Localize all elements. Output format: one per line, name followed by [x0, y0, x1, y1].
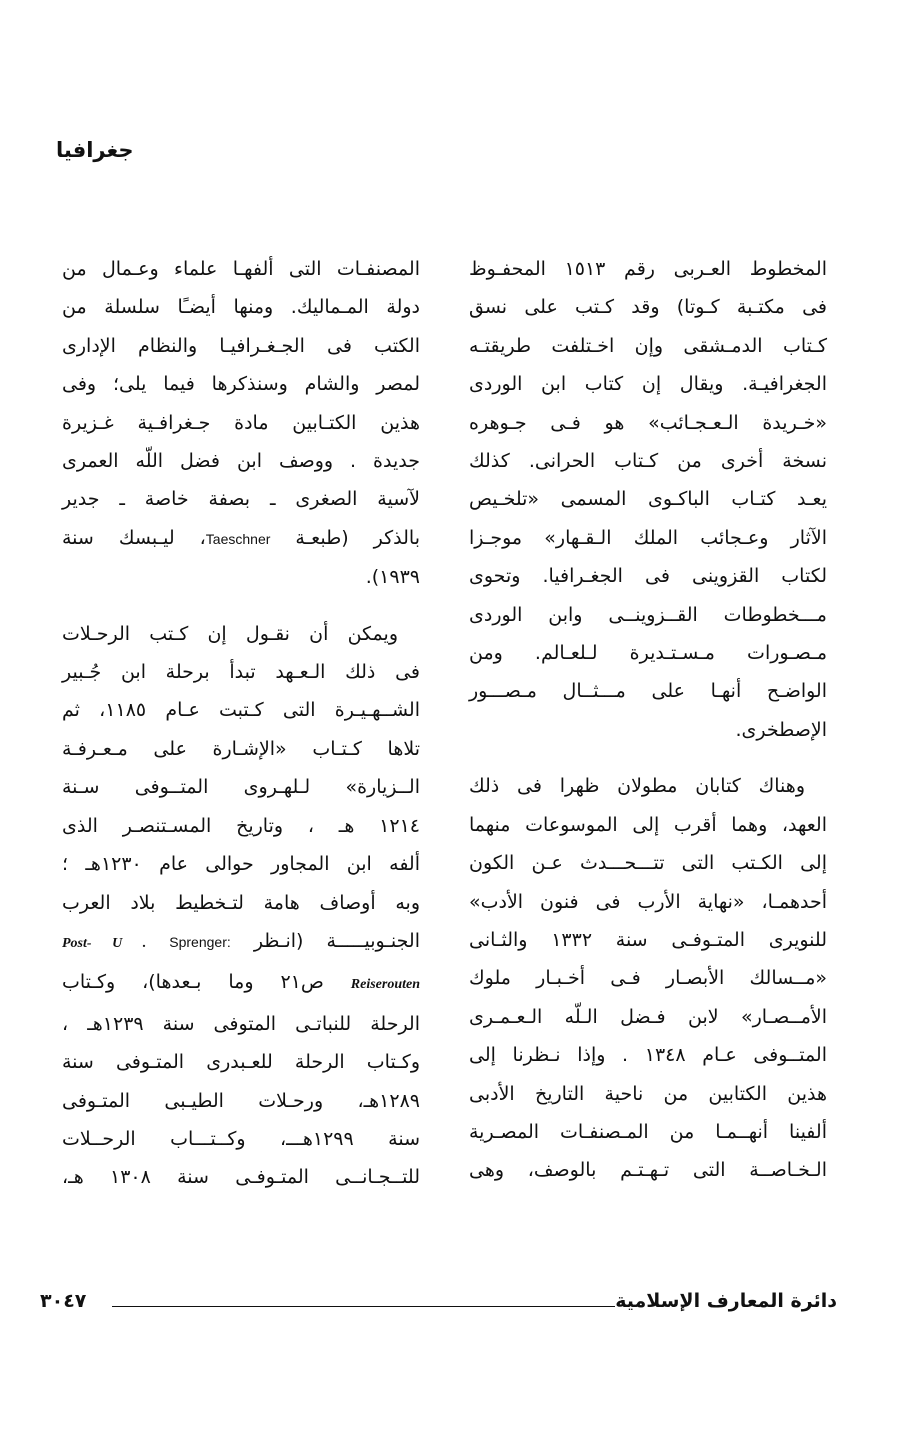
text-line: ألفه ابن المجاور حوالى عام ١٢٣٠هـ ؛	[62, 853, 420, 876]
text-line	[62, 963, 420, 1004]
page-number: ٣٠٤٧	[40, 1290, 87, 1312]
text-line	[62, 519, 420, 558]
text-line: ويمكن أن نقـول إن كـتب الرحـلات	[62, 622, 398, 645]
right-column	[469, 250, 827, 1190]
text-line: كـتاب الدمـشقى وإن اخـتلفت طريقتـه	[469, 334, 827, 357]
text-line: الـخـاصــة التى تـهـتـم بالوصف، وهى	[469, 1159, 827, 1182]
text-line: دولة المـماليك. ومنها أيضـًا سلسلة من	[62, 296, 420, 319]
text-line: ١٩٣٩).	[365, 566, 420, 589]
text-line: سنة ١٢٩٩هـــ، وكــتـــاب الرحــلات	[62, 1127, 420, 1150]
text-line: للتــجـانــى المتـوفـى سنة ١٣٠٨ هـ،	[62, 1166, 420, 1189]
text-line: للنويرى المتـوفـى سنة ١٣٣٢ والثـانى	[469, 928, 827, 951]
text-line: إلى الكـتب التى تتـــحـــدث عـن الكون	[469, 852, 827, 875]
text-line: المصنفـات التى ألفهـا علماء وعـمال من	[62, 258, 420, 280]
text-line: مـــخطوطات القــزوينــى وابن الوردى	[469, 603, 827, 626]
text-line: ألفينا أنهــمـا من المـصنفـات المصـرية	[469, 1120, 827, 1143]
text-line: وكـتاب الرحلة للعـبدرى المتـوفى سنة	[62, 1051, 420, 1074]
text-line: تلاها كـتـاب «الإشـارة على مـعـرفـة	[62, 737, 420, 760]
text-line: هذين الكتابين من ناحية التاريخ الأدبى	[469, 1082, 827, 1105]
left-column	[62, 250, 420, 1197]
text-line: «مــسالك الأبصـار فـى أخـبـار ملوك	[469, 967, 827, 990]
latin-name: Taeschner	[205, 530, 271, 547]
text-line: الأمــصـار» لابن فـضل الـلّه الـعـمـرى	[469, 1005, 827, 1028]
text-line: يعـد كتـاب الباكـوى المسمى «تلخـيص	[469, 488, 827, 511]
text-line: لمصر والشام وسنذكرها فيما يلى؛ وفى	[62, 373, 420, 396]
text-line: الرحلة للنباتـى المتوفى سنة ١٢٣٩هـ ،	[62, 1012, 420, 1035]
text-line: ١٢٨٩هـ، ورحـلات الطيـبى المتـوفى	[62, 1089, 420, 1112]
latin-name: Sprenger:	[169, 933, 231, 950]
text-line: نسخة أخرى من كـتاب الحرانى. كذلك	[469, 450, 827, 473]
text-line: الشــهـيـرة التى كـتبت عـام ١١٨٥، ثم	[62, 699, 420, 722]
text-line: الإصطخرى.	[735, 718, 827, 741]
footer-title: دائرة المعارف الإسلامية	[615, 1290, 837, 1312]
text-line: وبه أوصاف هامة لتـخطيط بلاد العرب	[62, 891, 420, 914]
running-head: جغرافيا	[56, 138, 134, 162]
text-line: فى ذلك الـعـهد تبدأ برحلة ابن جُـبير	[62, 661, 420, 684]
latin-title: Reiserouten	[350, 977, 420, 993]
latin-title: Post- U .	[62, 935, 147, 951]
text-line: العهد، وهما أقرب إلى الموسوعات منهما	[469, 813, 827, 836]
text-line: لكتاب القزوينى فى الجغـرافيا. وتحوى	[469, 565, 827, 588]
text-run: ص٢١ وما بـعدها)، وكـتاب	[62, 971, 324, 994]
text-run: ، ليـبسك سنة	[62, 526, 206, 549]
text-line: الكتب فى الجـغـرافيـا والنظام الإدارى	[62, 334, 420, 357]
text-line: فى مكتـبة كـوتا) وقد كـتب على نسق	[469, 296, 827, 319]
text-line: المتــوفى عـام ١٣٤٨ . وإذا نـظرنا إلى	[469, 1044, 827, 1067]
page-footer	[40, 1290, 837, 1320]
text-line: «خـريدة الـعـجـائب» هو فـى جـوهره	[469, 411, 827, 434]
text-line: الواضـح أنهـا على مـــثــال مـصـــور	[469, 680, 827, 703]
text-run: الجنـوبيـــــة (انـظر	[253, 929, 420, 952]
text-run: بالذكر (طبعـة	[295, 526, 420, 549]
text-line: مـصـورات مـسـتـديرة لـلعـالم. ومن	[469, 642, 827, 665]
text-line: المخطوط العـربى رقم ١٥١٣ المحفـوظ	[469, 258, 827, 280]
footer-rule	[112, 1306, 615, 1307]
text-line: هذين الكتـابين مادة جـغرافـية غـزيرة	[62, 411, 420, 434]
text-line: ١٢١٤ هـ ، وتاريخ المسـتنصـر الذى	[62, 814, 420, 837]
text-line: وهناك كتابان مطولان ظهرا فى ذلك	[469, 775, 805, 798]
text-line: الآثار وعـجائب الملك الـقـهار» موجـزا	[469, 526, 827, 549]
text-line	[62, 922, 420, 963]
text-line: الجغرافيـة. ويقال إن كتاب ابن الوردى	[469, 373, 827, 396]
text-line: الــزيارة» لـلهـروى المتــوفى سـنة	[62, 776, 420, 799]
text-line: أحدهمـا، «نهاية الأرب فى فنون الأدب»	[469, 890, 827, 913]
text-line: لآسية الصغرى ـ بصفة خاصة ـ جدير	[62, 488, 420, 511]
text-line: جديدة . ووصف ابن فضل اللّه العمرى	[62, 450, 420, 473]
